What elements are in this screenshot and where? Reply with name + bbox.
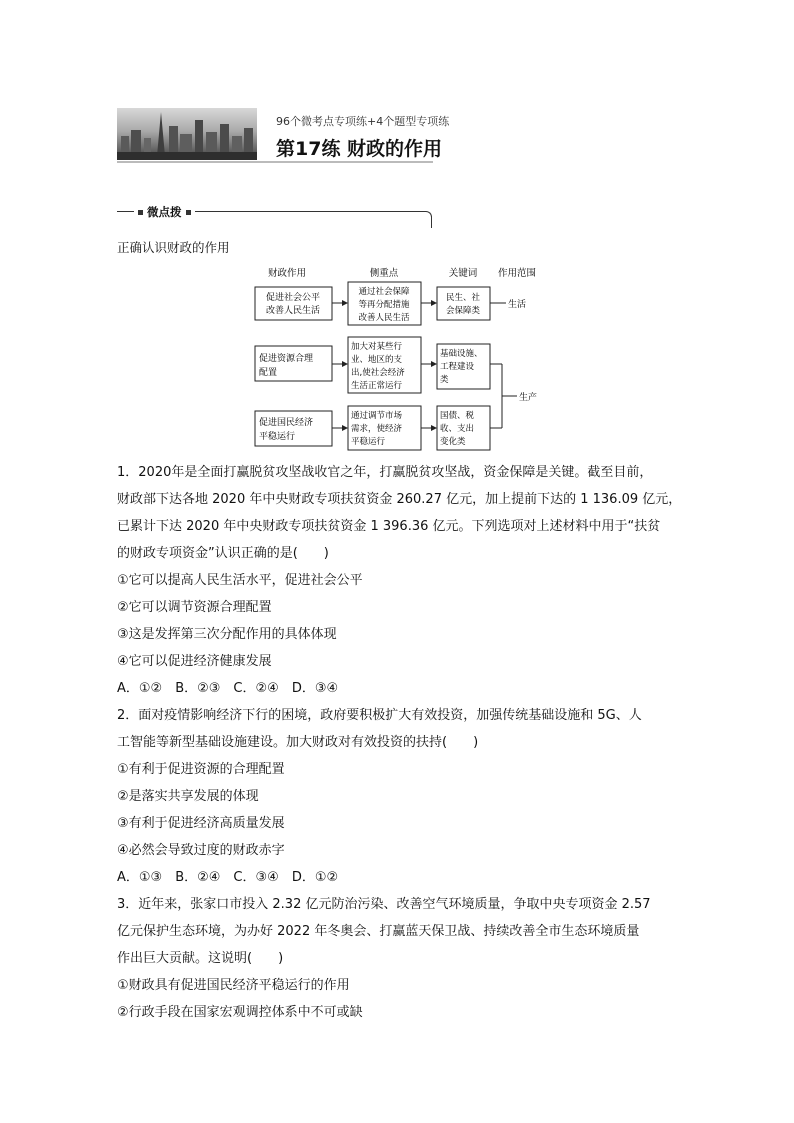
keyword-text: 变化类: [440, 437, 466, 447]
question-line: 工智能等新型基础设施建设。加大财政对有效投资的扶持( ): [117, 735, 479, 750]
focus-text: 通过调节市场: [351, 411, 403, 421]
header-cityscape-image: [117, 108, 257, 160]
option-item: ③这是发挥第三次分配作用的具体体现: [117, 627, 337, 642]
role-text: 促进社会公平: [265, 293, 321, 303]
role-text: 促进国民经济: [259, 418, 314, 428]
question-line: 2．面对疫情影响经济下行的困境，政府要积极扩大有效投资，加强传统基础设施和 5G、人: [117, 708, 642, 723]
option-item: ④它可以促进经济健康发展: [117, 654, 272, 669]
column-header: 作用范围: [497, 268, 537, 279]
series-subtitle: 96个微考点专项练+4个题型专项练: [276, 115, 450, 128]
question-line: 1．2020年是全面打赢脱贫攻坚战收官之年，打赢脱贫攻坚战，资金保障是关键。截至目前，: [117, 465, 653, 480]
answer-choices: A．①② B．②③ C．②④ D．③④: [117, 681, 339, 696]
question-2: [117, 702, 687, 891]
column-header: 侧重点: [369, 268, 399, 279]
square-bullet-icon: [138, 210, 143, 215]
option-item: ②是落实共享发展的体现: [117, 789, 259, 804]
option-item: ①有利于促进资源的合理配置: [117, 762, 285, 777]
keyword-text: 类: [440, 375, 449, 385]
option-item: ④必然会导致过度的财政赤字: [117, 843, 285, 858]
keyword-text: 基础设施、: [440, 349, 483, 359]
tip-intro: 正确认识财政的作用: [117, 240, 230, 255]
keyword-text: 收、支出: [440, 424, 475, 434]
header-divider: [117, 161, 433, 163]
focus-text: 等再分配措施: [358, 300, 410, 310]
keyword-text: 会保障类: [445, 306, 481, 316]
scope-text: 生产: [519, 393, 538, 403]
keyword-text: 民生、社: [445, 293, 481, 303]
option-item: ②它可以调节资源合理配置: [117, 600, 272, 615]
keyword-text: 工程建设: [440, 362, 475, 372]
focus-text: 出,使社会经济: [351, 368, 405, 378]
answer-choices: A．①③ B．②④ C．③④ D．①②: [117, 870, 339, 885]
question-line: 3．近年来，张家口市投入 2.32 亿元防治污染、改善空气环境质量，争取中央专项资金 2.57: [117, 897, 651, 912]
finance-role-diagram: [240, 262, 560, 456]
question-1: [117, 459, 687, 702]
option-item: ①它可以提高人民生活水平，促进社会公平: [117, 573, 363, 588]
tip-label: [134, 204, 195, 220]
focus-text: 通过社会保障: [358, 287, 410, 297]
column-header: 财政作用: [267, 268, 307, 279]
focus-text: 需求，使经济: [351, 424, 403, 434]
option-item: ①财政具有促进国民经济平稳运行的作用: [117, 978, 350, 993]
keyword-text: 国债、税: [440, 411, 475, 421]
focus-text: 平稳运行: [351, 437, 386, 447]
role-text: 改善人民生活: [265, 306, 321, 316]
scope-text: 生活: [508, 300, 527, 310]
question-3: [117, 891, 687, 1026]
focus-text: 改善人民生活: [358, 313, 410, 323]
question-line: 已累计下达 2020 年中央财政专项扶贫资金 1 396.36 亿元。下列选项对上述材料中用于“扶贫: [117, 519, 661, 534]
option-item: ③有利于促进经济高质量发展: [117, 816, 285, 831]
column-header: 关键词: [448, 268, 478, 279]
role-text: 配置: [259, 368, 278, 378]
role-text: 促进资源合理: [259, 354, 314, 364]
page-title: 第17练 财政的作用: [276, 138, 443, 160]
option-item: ②行政手段在国家宏观调控体系中不可或缺: [117, 1005, 363, 1020]
question-line: 亿元保护生态环境，为办好 2022 年冬奥会、打赢蓝天保卫战、持续改善全市生态环境质量: [117, 924, 640, 939]
focus-text: 生活正常运行: [351, 381, 403, 391]
question-line: 的财政专项资金”认识正确的是( ): [117, 546, 329, 561]
focus-text: 加大对某些行: [351, 342, 403, 352]
focus-text: 业、地区的支: [351, 355, 403, 365]
square-bullet-icon: [186, 210, 191, 215]
role-text: 平稳运行: [259, 432, 296, 442]
question-line: 财政部下达各地 2020 年中央财政专项扶贫资金 260.27 亿元，加上提前下达的 1 136.09 亿元，: [117, 492, 682, 507]
tip-label-text: 微点拨: [147, 205, 182, 219]
question-line: 作出巨大贡献。这说明( ): [117, 951, 284, 966]
